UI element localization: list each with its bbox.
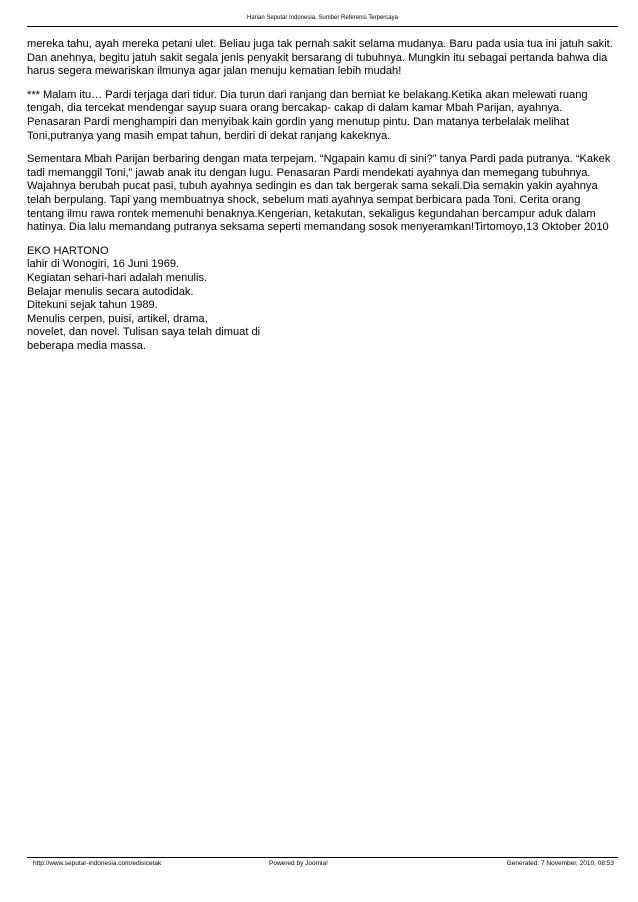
bio-line: Belajar menulis secara autodidak.: [27, 285, 194, 298]
footer-generated-date: Generated: 7 November, 2010, 08:53: [506, 860, 614, 867]
page-footer: [27, 857, 618, 872]
bio-line: Menulis cerpen, puisi, artikel, drama,: [27, 312, 208, 325]
footer-powered-by: Powered by Joomla!: [269, 860, 328, 867]
bio-line: Ditekuni sejak tahun 1989.: [27, 299, 158, 312]
header-title: Harian Seputar Indonesia, Sumber Referensi Terpercaya: [247, 15, 398, 21]
author-name: EKO HARTONO: [27, 244, 109, 257]
bio-line: lahir di Wonogiri, 16 Juni 1969.: [27, 258, 180, 271]
bio-line: beberapa media massa.: [27, 339, 147, 352]
article-paragraph: mereka tahu, ayah mereka petani ulet. Beliau juga tak pernah sakit selama mudanya. Baru pada usia tua ini jatuh sakit. Dan anehnya, begitu jatuh sakit segala jenis penyakit bersarang di tubuhnya. Mungkin itu sebagai pertanda bahwa dia harus segera mewariskan ilmunya agar jalan menuju kematian lebih mudah!: [27, 38, 613, 78]
page-header: [27, 14, 618, 27]
bio-line: novelet, dan novel. Tulisan saya telah dimuat di: [27, 326, 261, 339]
author-bio: [27, 245, 619, 354]
footer-url: http://www.seputar-indonesia.com/edisicetak: [33, 860, 162, 867]
bio-line: Kegiatan sehari-hari adalah menulis.: [27, 271, 208, 284]
article-content: [27, 38, 619, 353]
article-paragraph: Sementara Mbah Parijan berbaring dengan mata terpejam. “Ngapain kamu di sini?” tanya Pardi pada putranya. “Kakek tadi memanggil Toni,” jawab anak itu dengan lugu. Penasaran Pardi mendekati ayahnya dan memegang tubuhnya. Wajahnya berubah pucat pasi, tubuh ayahnya sedingin es dan tak bergerak sama sekali.Dia semakin yakin ayahnya telah berpulang. Tapi yang membuatnya shock, sebelum mati ayahnya sempat berbicara pada Toni. Cerita orang tentang ilmu rawa rontek memenuhi benaknya.Kengerian, ketakutan, sekaligus kegundahan bercampur aduk dalam hatinya. Dia lalu memandang putranya seksama seperti memandang sosok menyeramkan!Tirtomoyo,13 Oktober 2010: [27, 153, 611, 234]
article-paragraph: *** Malam itu… Pardi terjaga dari tidur. Dia turun dari ranjang dan berniat ke belakang.Ketika akan melewati ruang tengah, dia tercekat mendengar sayup suara orang bercakap- cakap di dalam kamar Mbah Parijan, ayahnya. Penasaran Pardi menghampiri dan menyibak kain gordin yang menutup pintu. Dan matanya terbelalak melihat Toni,putranya yang masih empat tahun, berdiri di dekat ranjang kakeknya.: [27, 88, 588, 142]
